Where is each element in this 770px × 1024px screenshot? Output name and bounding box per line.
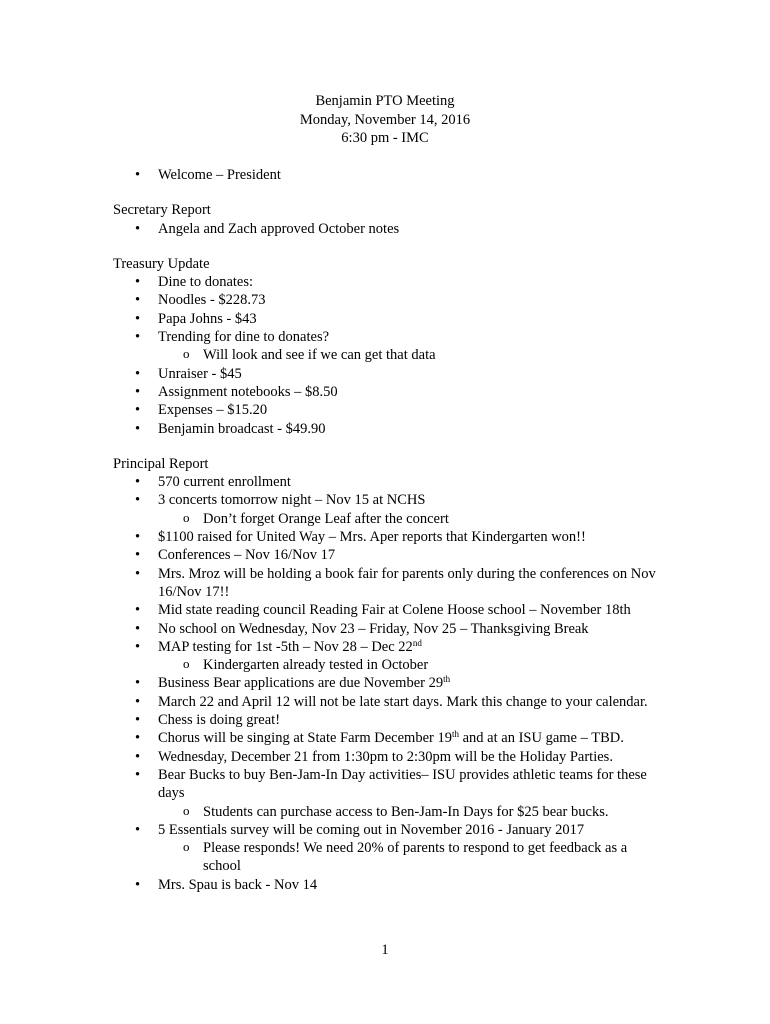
item-text: MAP testing for 1st -5th – Nov 28 – Dec 22 [158, 638, 413, 655]
list-item: • Mrs. Mroz will be holding a book fair for parents only during the conferences on Nov 16/Nov 17!! [113, 565, 658, 602]
sub-list-item: o Please responds! We need 20% of parents to respond to get feedback as a school [113, 839, 658, 876]
sub-list-item: o Kindergarten already tested in October [113, 656, 658, 674]
list-item: • Conferences – Nov 16/Nov 17 [113, 546, 658, 564]
item-text-cont: and at an ISU game – TBD. [459, 730, 624, 747]
list-item: • Chess is doing great! [113, 711, 658, 729]
ordinal-suffix: th [451, 729, 459, 740]
list-item: • Unraiser - $45 [113, 365, 658, 383]
list-item [113, 729, 658, 747]
list-item: • Papa Johns - $43 [113, 310, 658, 328]
sub-list-item: o Students can purchase access to Ben-Jam-In Days for $25 bear bucks. [113, 803, 658, 821]
principal-section [113, 455, 658, 894]
list-item: • March 22 and April 12 will not be late start days. Mark this change to your calendar. [113, 693, 658, 711]
meeting-title: Benjamin PTO Meeting [315, 93, 455, 109]
principal-heading: Principal Report [113, 455, 209, 472]
item-text: Chorus will be singing at State Farm December 19 [158, 730, 452, 747]
meeting-time-place: 6:30 pm - IMC [341, 130, 429, 146]
treasury-section [113, 255, 658, 438]
page-number: 1 [381, 942, 389, 958]
welcome-section [113, 166, 658, 184]
secretary-section [113, 201, 658, 238]
secretary-heading: Secretary Report [113, 202, 211, 219]
sub-list-item: o Will look and see if we can get that data [113, 346, 658, 364]
list-item [113, 638, 658, 656]
treasury-heading: Treasury Update [113, 255, 210, 272]
ordinal-suffix: th [443, 674, 451, 685]
sub-list-item: o Don’t forget Orange Leaf after the concert [113, 510, 658, 528]
list-item: • Expenses – $15.20 [113, 401, 658, 419]
list-item: • Benjamin broadcast - $49.90 [113, 420, 658, 438]
list-item: • Trending for dine to donates? [113, 328, 658, 346]
list-item: • Dine to donates: [113, 273, 658, 291]
list-item: • Noodles - $228.73 [113, 291, 658, 309]
list-item: • Angela and Zach approved October notes [113, 220, 658, 238]
list-item: • Mrs. Spau is back - Nov 14 [113, 876, 658, 894]
list-item: • 3 concerts tomorrow night – Nov 15 at NCHS [113, 491, 658, 509]
list-item: • $1100 raised for United Way – Mrs. Aper reports that Kindergarten won!! [113, 528, 658, 546]
welcome-item: • Welcome – President [113, 166, 658, 184]
ordinal-suffix: nd [412, 637, 422, 648]
list-item: • Bear Bucks to buy Ben-Jam-In Day activities– ISU provides athletic teams for these days [113, 766, 658, 803]
list-item: • Mid state reading council Reading Fair at Colene Hoose school – November 18th [113, 601, 658, 619]
item-text: Business Bear applications are due November 29 [158, 675, 444, 692]
document-header [0, 92, 770, 148]
meeting-date: Monday, November 14, 2016 [299, 111, 471, 128]
list-item: • Wednesday, December 21 from 1:30pm to 2:30pm will be the Holiday Parties. [113, 748, 658, 766]
list-item [113, 674, 658, 692]
list-item: • 570 current enrollment [113, 473, 658, 491]
document-body [113, 166, 658, 894]
list-item: • 5 Essentials survey will be coming out in November 2016 - January 2017 [113, 821, 658, 839]
list-item: • Assignment notebooks – $8.50 [113, 383, 658, 401]
list-item: • No school on Wednesday, Nov 23 – Friday, Nov 25 – Thanksgiving Break [113, 620, 658, 638]
